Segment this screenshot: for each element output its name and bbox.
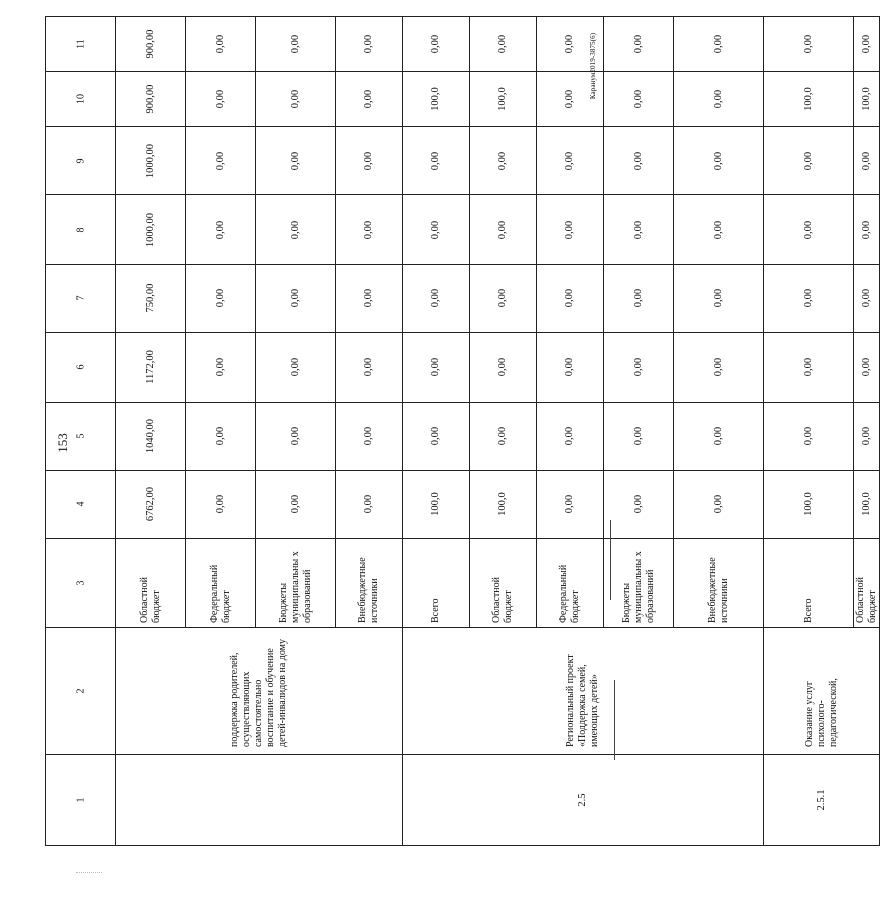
amount-value: 0,00 — [214, 427, 226, 446]
amount-value: 0,00 — [712, 427, 724, 446]
value-cell — [116, 17, 186, 72]
funding-source-cell — [186, 538, 256, 627]
value-cell — [336, 402, 403, 470]
value-cell — [186, 470, 256, 538]
table-row — [46, 17, 880, 72]
value-cell — [336, 127, 403, 195]
amount-value: 0,00 — [563, 427, 575, 446]
amount-value: 0,00 — [563, 34, 575, 54]
amount-value: 0,00 — [712, 90, 724, 109]
column-header-label: 11 — [74, 39, 86, 49]
value-cell — [256, 72, 336, 127]
amount-value: 0,00 — [214, 494, 226, 514]
funding-source-cell — [764, 538, 854, 627]
value-cell — [854, 265, 880, 333]
column-header — [46, 470, 116, 538]
amount-value: 0,00 — [289, 289, 301, 308]
value-cell — [764, 127, 854, 195]
value-cell — [604, 72, 674, 127]
amount-value: 0,00 — [214, 289, 226, 308]
value-cell — [537, 127, 604, 195]
amount-value: 0,00 — [860, 358, 872, 377]
section-title-cell — [403, 627, 764, 754]
amount-value: 0,00 — [429, 427, 441, 446]
amount-value: 0,00 — [289, 151, 301, 170]
funding-source: Бюджеты муниципальны х образований — [620, 550, 656, 623]
column-header-label: 8 — [74, 227, 86, 233]
amount-value: 0,00 — [712, 494, 724, 514]
amount-value: 0,00 — [362, 34, 374, 54]
value-cell — [116, 127, 186, 195]
column-header — [46, 17, 116, 72]
column-header — [46, 754, 116, 845]
amount-value: 0,00 — [860, 289, 872, 308]
value-cell — [674, 470, 764, 538]
amount-value: 0,00 — [214, 151, 226, 170]
amount-value: 0,00 — [214, 358, 226, 377]
amount-value: 0,00 — [362, 289, 374, 308]
amount-value: 0,00 — [712, 220, 724, 239]
amount-value: 0,00 — [289, 34, 301, 54]
column-header — [46, 538, 116, 627]
value-cell — [116, 470, 186, 538]
amount-value: 0,00 — [802, 151, 814, 170]
funding-source-cell — [403, 538, 470, 627]
section-title: Оказание услуг психолого-педагогической, — [803, 677, 839, 747]
funding-source: Бюджеты муниципальны х образований — [277, 550, 313, 623]
amount-value: 0,00 — [860, 427, 872, 446]
scan-dots — [76, 872, 102, 874]
amount-value: 0,00 — [429, 220, 441, 239]
table-row — [46, 754, 880, 845]
amount-value: 1040,00 — [144, 419, 156, 454]
column-header-label: 7 — [74, 295, 86, 301]
value-cell — [764, 265, 854, 333]
table-row — [46, 72, 880, 127]
section-number: 2.5 — [576, 793, 588, 807]
value-cell — [604, 195, 674, 265]
value-cell — [186, 402, 256, 470]
amount-value: 0,00 — [632, 151, 644, 170]
funding-source-cell — [604, 538, 674, 627]
value-cell — [256, 402, 336, 470]
value-cell — [336, 72, 403, 127]
amount-value: 0,00 — [214, 90, 226, 109]
amount-value: 0,00 — [214, 34, 226, 54]
value-cell — [854, 332, 880, 402]
amount-value: 0,00 — [214, 220, 226, 239]
value-cell — [537, 17, 604, 72]
amount-value: 0,00 — [362, 90, 374, 109]
value-cell — [470, 265, 537, 333]
amount-value: 0,00 — [496, 220, 508, 239]
value-cell — [674, 265, 764, 333]
column-header — [46, 627, 116, 754]
amount-value: 750,00 — [144, 284, 156, 313]
value-cell — [604, 402, 674, 470]
value-cell — [116, 402, 186, 470]
amount-value: 0,00 — [563, 358, 575, 377]
amount-value: 0,00 — [563, 151, 575, 170]
funding-source: Внебюджетные источники — [357, 556, 380, 623]
amount-value: 900,00 — [144, 29, 156, 59]
amount-value: 0,00 — [802, 289, 814, 308]
funding-source: Всего — [802, 598, 814, 623]
amount-value: 0,00 — [563, 220, 575, 239]
amount-value: 0,00 — [563, 289, 575, 308]
amount-value: 0,00 — [860, 220, 872, 239]
funding-source-cell — [470, 538, 537, 627]
value-cell — [604, 332, 674, 402]
amount-value: 1172,00 — [144, 350, 156, 385]
value-cell — [186, 195, 256, 265]
value-cell — [470, 195, 537, 265]
funding-source: Областной бюджет — [854, 576, 878, 623]
value-cell — [403, 332, 470, 402]
column-header — [46, 402, 116, 470]
column-header — [46, 72, 116, 127]
amount-value: 100,0 — [860, 492, 872, 516]
amount-value: 0,00 — [802, 34, 814, 54]
value-cell — [537, 332, 604, 402]
amount-value: 0,00 — [632, 289, 644, 308]
amount-value: 100,0 — [496, 492, 508, 516]
amount-value: 1000,00 — [144, 143, 156, 178]
amount-value: 0,00 — [429, 358, 441, 377]
column-header — [46, 265, 116, 333]
column-header-label: 3 — [74, 580, 86, 586]
value-cell — [764, 17, 854, 72]
amount-value: 0,00 — [362, 427, 374, 446]
value-cell — [336, 195, 403, 265]
value-cell — [470, 470, 537, 538]
funding-source-cell — [116, 538, 186, 627]
value-cell — [403, 127, 470, 195]
section-number-cell — [116, 754, 403, 845]
section-number: 2.5.1 — [815, 789, 827, 811]
value-cell — [764, 470, 854, 538]
value-cell — [256, 470, 336, 538]
amount-value: 0,00 — [496, 358, 508, 377]
amount-value: 0,00 — [632, 427, 644, 446]
amount-value: 6762,00 — [144, 487, 156, 522]
value-cell — [403, 265, 470, 333]
page-number: 153 — [55, 433, 70, 453]
value-cell — [256, 265, 336, 333]
value-cell — [604, 265, 674, 333]
value-cell — [116, 265, 186, 333]
table-row — [46, 195, 880, 265]
value-cell — [854, 17, 880, 72]
value-cell — [186, 127, 256, 195]
value-cell — [764, 72, 854, 127]
value-cell — [674, 195, 764, 265]
value-cell — [403, 402, 470, 470]
value-cell — [403, 195, 470, 265]
value-cell — [470, 127, 537, 195]
document-stamp: Каранум2019-3875(6) — [589, 32, 597, 100]
amount-value: 0,00 — [712, 34, 724, 54]
section-title: поддержка родителей, осуществляющих самостоятельно воспитание и обучение детей-инвалидов на дому — [229, 638, 288, 747]
amount-value: 0,00 — [496, 289, 508, 308]
amount-value: 0,00 — [860, 151, 872, 170]
amount-value: 0,00 — [802, 358, 814, 377]
value-cell — [403, 72, 470, 127]
funding-source: Областной бюджет — [491, 576, 514, 623]
amount-value: 0,00 — [429, 289, 441, 308]
value-cell — [764, 402, 854, 470]
value-cell — [336, 17, 403, 72]
amount-value: 1000,00 — [144, 212, 156, 247]
amount-value: 0,00 — [632, 220, 644, 239]
amount-value: 0,00 — [362, 151, 374, 170]
value-cell — [256, 195, 336, 265]
amount-value: 0,00 — [429, 151, 441, 170]
amount-value: 100,0 — [429, 492, 441, 516]
amount-value: 0,00 — [563, 494, 575, 514]
amount-value: 100,0 — [496, 87, 508, 111]
value-cell — [336, 470, 403, 538]
column-header-label: 1 — [74, 797, 86, 803]
funding-source-cell — [537, 538, 604, 627]
value-cell — [256, 17, 336, 72]
value-cell — [854, 470, 880, 538]
value-cell — [336, 265, 403, 333]
column-header — [46, 195, 116, 265]
budget-table — [45, 16, 880, 846]
section-title-cell — [116, 627, 403, 754]
value-cell — [854, 72, 880, 127]
value-cell — [764, 195, 854, 265]
funding-source-cell — [336, 538, 403, 627]
value-cell — [537, 470, 604, 538]
amount-value: 0,00 — [802, 220, 814, 239]
amount-value: 0,00 — [496, 151, 508, 170]
funding-source: Областной бюджет — [138, 576, 162, 623]
value-cell — [537, 195, 604, 265]
funding-source: Федеральный бюджет — [558, 564, 581, 623]
value-cell — [186, 332, 256, 402]
amount-value: 0,00 — [860, 34, 872, 54]
value-cell — [470, 17, 537, 72]
column-header-label: 10 — [74, 94, 86, 105]
value-cell — [403, 470, 470, 538]
value-cell — [537, 402, 604, 470]
value-cell — [854, 195, 880, 265]
column-header — [46, 127, 116, 195]
value-cell — [604, 470, 674, 538]
value-cell — [537, 72, 604, 127]
column-header-label: 6 — [74, 364, 86, 370]
funding-source: Внебюджетные источники — [706, 556, 730, 623]
value-cell — [674, 72, 764, 127]
funding-source-cell — [674, 538, 764, 627]
amount-value: 0,00 — [362, 494, 374, 514]
amount-value: 100,0 — [802, 492, 814, 516]
amount-value: 0,00 — [429, 34, 441, 54]
value-cell — [854, 127, 880, 195]
table-row — [46, 127, 880, 195]
value-cell — [470, 402, 537, 470]
column-header-label: 2 — [74, 688, 86, 694]
table-row — [46, 402, 880, 470]
column-header-label: 4 — [74, 501, 86, 507]
section-title: Региональный проект «Поддержка семей, имеющих детей» — [565, 653, 600, 747]
amount-value: 100,0 — [860, 87, 872, 111]
value-cell — [186, 72, 256, 127]
amount-value: 0,00 — [496, 427, 508, 446]
value-cell — [186, 17, 256, 72]
amount-value: 0,00 — [289, 427, 301, 446]
funding-source-cell — [256, 538, 336, 627]
value-cell — [256, 332, 336, 402]
amount-value: 900,00 — [144, 84, 156, 114]
column-header-label: 5 — [74, 433, 86, 439]
amount-value: 0,00 — [289, 358, 301, 377]
value-cell — [336, 332, 403, 402]
value-cell — [116, 332, 186, 402]
amount-value: 0,00 — [362, 220, 374, 239]
funding-source-cell — [854, 538, 880, 627]
section-number-cell — [403, 754, 764, 845]
amount-value: 0,00 — [632, 358, 644, 377]
table-row — [46, 538, 880, 627]
value-cell — [116, 195, 186, 265]
value-cell — [403, 17, 470, 72]
column-header — [46, 332, 116, 402]
amount-value: 0,00 — [496, 34, 508, 54]
value-cell — [854, 402, 880, 470]
value-cell — [470, 72, 537, 127]
value-cell — [674, 17, 764, 72]
amount-value: 0,00 — [712, 151, 724, 170]
amount-value: 100,0 — [802, 87, 814, 111]
amount-value: 0,00 — [563, 90, 575, 109]
margin-mark — [614, 680, 615, 760]
value-cell — [674, 402, 764, 470]
value-cell — [674, 127, 764, 195]
value-cell — [186, 265, 256, 333]
funding-source: Всего — [430, 598, 441, 623]
amount-value: 0,00 — [362, 358, 374, 377]
value-cell — [764, 332, 854, 402]
amount-value: 0,00 — [632, 34, 644, 54]
section-title-cell — [764, 627, 880, 754]
amount-value: 100,0 — [429, 87, 441, 111]
value-cell — [256, 127, 336, 195]
value-cell — [537, 265, 604, 333]
value-cell — [116, 72, 186, 127]
value-cell — [470, 332, 537, 402]
amount-value: 0,00 — [712, 358, 724, 377]
table-row — [46, 627, 880, 754]
section-number-cell — [764, 754, 880, 845]
table-row — [46, 265, 880, 333]
value-cell — [674, 332, 764, 402]
value-cell — [604, 17, 674, 72]
amount-value: 0,00 — [632, 90, 644, 109]
amount-value: 0,00 — [289, 90, 301, 109]
amount-value: 0,00 — [632, 494, 644, 514]
margin-mark — [610, 520, 611, 600]
funding-source: Федеральный бюджет — [208, 564, 232, 623]
column-header-label: 9 — [74, 158, 86, 164]
amount-value: 0,00 — [802, 427, 814, 446]
amount-value: 0,00 — [289, 220, 301, 239]
amount-value: 0,00 — [289, 494, 301, 514]
table-row — [46, 332, 880, 402]
table-row — [46, 470, 880, 538]
amount-value: 0,00 — [712, 289, 724, 308]
value-cell — [604, 127, 674, 195]
